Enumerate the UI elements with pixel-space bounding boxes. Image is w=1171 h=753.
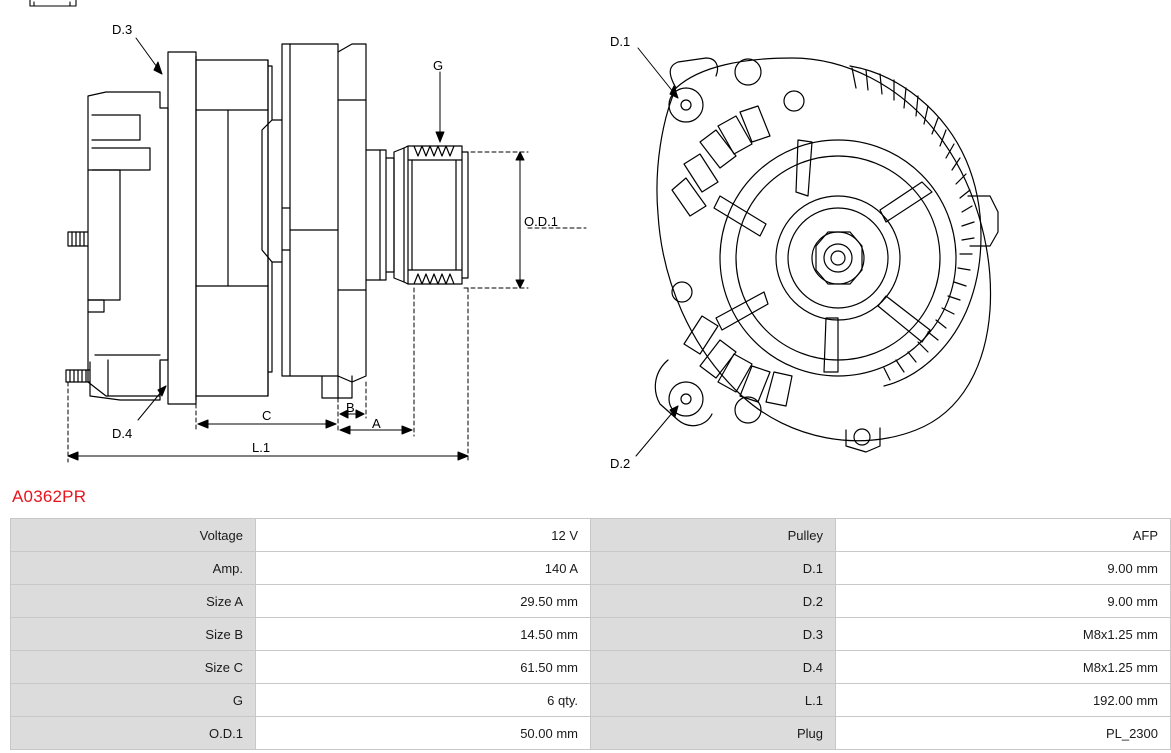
spec-value: 50.00 mm [256, 717, 591, 750]
spec-value: M8x1.25 mm [836, 618, 1171, 651]
spec-value: 29.50 mm [256, 585, 591, 618]
spec-label: D.1 [591, 552, 836, 585]
spec-label: Plug [591, 717, 836, 750]
spec-value: 192.00 mm [836, 684, 1171, 717]
side-view-group [66, 44, 468, 404]
table-row [11, 618, 1171, 651]
spec-label: D.2 [591, 585, 836, 618]
spec-value: 9.00 mm [836, 552, 1171, 585]
spec-label: Size C [11, 651, 256, 684]
table-row [11, 717, 1171, 750]
spec-value: PL_2300 [836, 717, 1171, 750]
label-g: G [433, 58, 444, 73]
part-number: A0362PR [12, 487, 87, 506]
spec-label: Pulley [591, 519, 836, 552]
spec-label: G [11, 684, 256, 717]
spec-value: 9.00 mm [836, 585, 1171, 618]
table-row [11, 684, 1171, 717]
spec-value: AFP [836, 519, 1171, 552]
spec-label: Voltage [11, 519, 256, 552]
table-row [11, 585, 1171, 618]
spec-label: Size B [11, 618, 256, 651]
label-d1: D.1 [610, 34, 631, 49]
label-c: C [262, 408, 272, 423]
specifications-table [10, 518, 1171, 750]
spec-label: D.4 [591, 651, 836, 684]
spec-label: O.D.1 [11, 717, 256, 750]
label-od1: O.D.1 [524, 214, 558, 229]
table-body [11, 519, 1171, 750]
label-l1: L.1 [252, 440, 271, 455]
label-d2: D.2 [610, 456, 631, 471]
label-d3: D.3 [112, 22, 133, 37]
spec-value: 12 V [256, 519, 591, 552]
spec-value: M8x1.25 mm [836, 651, 1171, 684]
spec-label: Amp. [11, 552, 256, 585]
spec-label: L.1 [591, 684, 836, 717]
table-row [11, 519, 1171, 552]
dimension-lines [68, 152, 586, 462]
label-a: A [372, 416, 381, 431]
table-row [11, 552, 1171, 585]
label-d4: D.4 [112, 426, 133, 441]
label-b: B [346, 400, 355, 415]
spec-value: 140 A [256, 552, 591, 585]
spec-value: 6 qty. [256, 684, 591, 717]
spec-label: D.3 [591, 618, 836, 651]
top-corner-fragment [30, 0, 76, 6]
spec-value: 14.50 mm [256, 618, 591, 651]
table-row [11, 651, 1171, 684]
spec-value: 61.50 mm [256, 651, 591, 684]
front-view-group [655, 58, 998, 452]
spec-label: Size A [11, 585, 256, 618]
front-view-leaders [636, 48, 678, 456]
